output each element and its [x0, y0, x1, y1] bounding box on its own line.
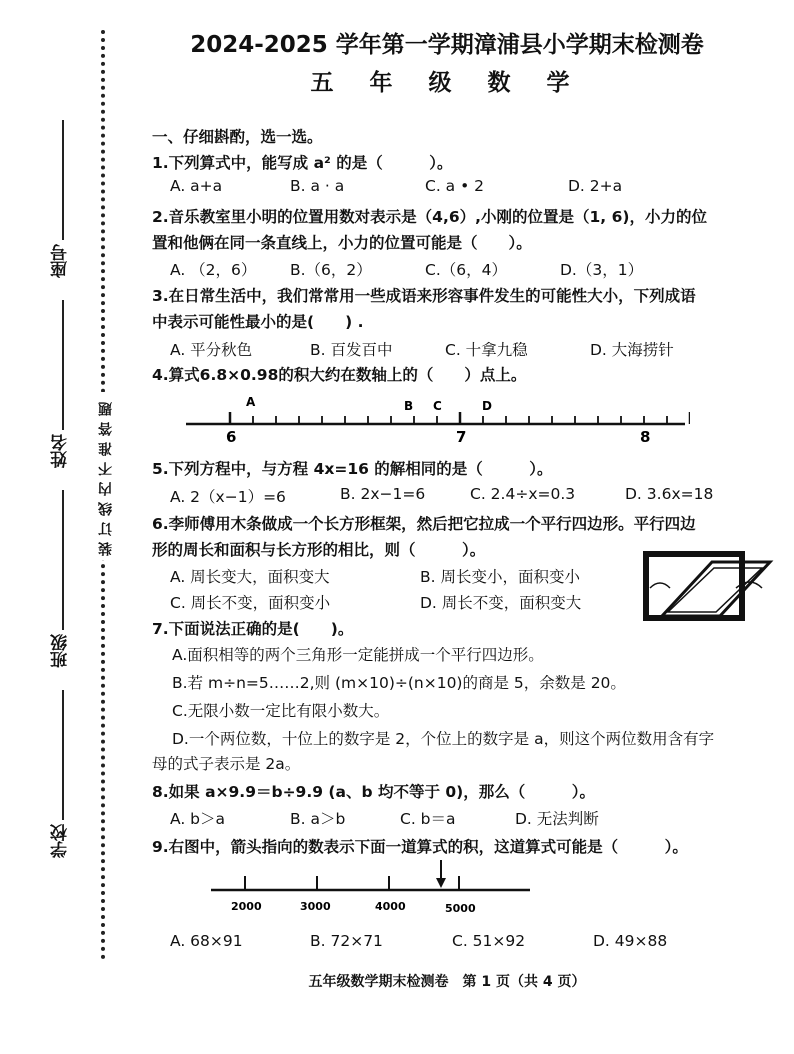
exam-subject: 五 年 级 数 学 [310, 70, 584, 96]
q8-option-a: A. b＞a [170, 810, 226, 828]
q2-option-c: C.（6，4） [425, 261, 507, 279]
q1-option-d: D. 2+a [568, 177, 623, 195]
q4-point-d: D [482, 399, 492, 413]
question-2-line-2: 置和他俩在同一条直线上，小力的位置可能是（ ）。 [152, 234, 532, 252]
question-6-line-2: 形的周长和面积与长方形的相比，则（ ）。 [152, 541, 486, 559]
seat-label: 座号 [51, 244, 71, 278]
name-line [62, 300, 64, 430]
q7-option-c: C.无限小数一定比有限小数大。 [172, 702, 390, 720]
q5-option-a: A. 2（x−1）=6 [170, 488, 286, 506]
q9-option-a: A. 68×91 [170, 932, 243, 950]
q9-option-b: B. 72×71 [310, 932, 383, 950]
q6-option-c: C. 周长不变，面积变小 [170, 594, 331, 612]
q4-tick-label-8: 8 [640, 428, 651, 446]
q9-option-c: C. 51×92 [452, 932, 526, 950]
question-1: 1.下列算式中，能写成 a² 的是（ ）。 [152, 154, 453, 172]
question-5: 5.下列方程中，与方程 4x=16 的解相同的是（ ）。 [152, 460, 553, 478]
q1-option-c: C. a • 2 [425, 177, 485, 195]
q9-option-d: D. 49×88 [593, 932, 668, 950]
exam-title: 2024-2025 学年第一学期漳浦县小学期末检测卷 [190, 32, 704, 58]
q6-frame-figure [640, 548, 780, 624]
q5-option-d: D. 3.6x=18 [625, 485, 714, 503]
sealed-line-notice: 装订线内不准答题 [96, 392, 116, 560]
q7-option-a: A.面积相等的两个三角形一定能拼成一个平行四边形。 [172, 646, 544, 664]
question-9: 9.右图中，箭头指向的数表示下面一道算式的积，这道算式可能是（ ）。 [152, 838, 688, 856]
q9-tick-5000: 5000 [445, 902, 476, 915]
class-label: 班级 [51, 634, 71, 668]
seat-line [62, 120, 64, 240]
q3-option-c: C. 十拿九稳 [445, 341, 528, 359]
q1-option-b: B. a · a [290, 177, 345, 195]
q8-option-d: D. 无法判断 [515, 810, 599, 828]
q4-point-c: C [433, 399, 442, 413]
q4-point-b: B [404, 399, 414, 413]
q9-tick-4000: 4000 [375, 900, 406, 913]
question-4: 4.算式6.8×0.98的积大约在数轴上的（ ）点上。 [152, 366, 527, 384]
q4-tick-label-7: 7 [456, 428, 467, 446]
question-3-line-1: 3.在日常生活中，我们常常用一些成语来形容事件发生的可能性大小，下列成语 [152, 287, 696, 305]
question-7: 7.下面说法正确的是( )。 [152, 620, 354, 638]
q6-option-a: A. 周长变大，面积变大 [170, 568, 330, 586]
school-label: 学校 [51, 824, 71, 858]
question-6-line-1: 6.李师傅用木条做成一个长方形框架，然后把它拉成一个平行四边形。平行四边 [152, 515, 696, 533]
q3-option-a: A. 平分秋色 [170, 341, 253, 359]
q3-option-d: D. 大海捞针 [590, 341, 674, 359]
name-label: 姓名 [51, 434, 71, 468]
q1-option-a: A. a+a [170, 177, 223, 195]
question-8: 8.如果 a×9.9＝b÷9.9 (a、b 均不等于 0)，那么（ ）。 [152, 783, 595, 801]
q5-option-b: B. 2x−1=6 [340, 485, 426, 503]
school-line [62, 690, 64, 820]
q8-option-c: C. b＝a [400, 810, 456, 828]
class-line [62, 490, 64, 630]
q4-tick-label-6: 6 [226, 428, 237, 446]
q9-number-line [205, 856, 535, 916]
q4-number-line [180, 392, 690, 448]
q2-option-d: D.（3，1） [560, 261, 644, 279]
page-footer: 五年级数学期末检测卷 第 1 页（共 4 页） [308, 974, 586, 990]
q2-option-a: A. （2，6） [170, 261, 257, 279]
q8-option-b: B. a＞b [290, 810, 346, 828]
q7-option-b: B.若 m÷n=5……2,则 (m×10)÷(n×10)的商是 5，余数是 20。 [172, 674, 626, 692]
q9-tick-3000: 3000 [300, 900, 331, 913]
question-3-line-2: 中表示可能性最小的是( ) . [152, 313, 364, 331]
q6-option-b: B. 周长变小，面积变小 [420, 568, 580, 586]
q9-tick-2000: 2000 [231, 900, 262, 913]
q7-option-d-line-1: D.一个两位数，十位上的数字是 2，个位上的数字是 a，则这个两位数用含有字 [172, 730, 715, 748]
section-heading: 一、仔细斟酌，选一选。 [152, 128, 323, 146]
question-2-line-1: 2.音乐教室里小明的位置用数对表示是（4,6）,小刚的位置是（1, 6)，小力的位 [152, 208, 707, 226]
q7-option-d-line-2: 母的式子表示是 2a。 [152, 755, 301, 773]
q6-parallelogram-frame [662, 562, 770, 616]
q4-point-a: A [246, 395, 256, 409]
q6-option-d: D. 周长不变，面积变大 [420, 594, 582, 612]
q5-option-c: C. 2.4÷x=0.3 [470, 485, 576, 503]
q2-option-b: B.（6，2） [290, 261, 372, 279]
q3-option-b: B. 百发百中 [310, 341, 393, 359]
